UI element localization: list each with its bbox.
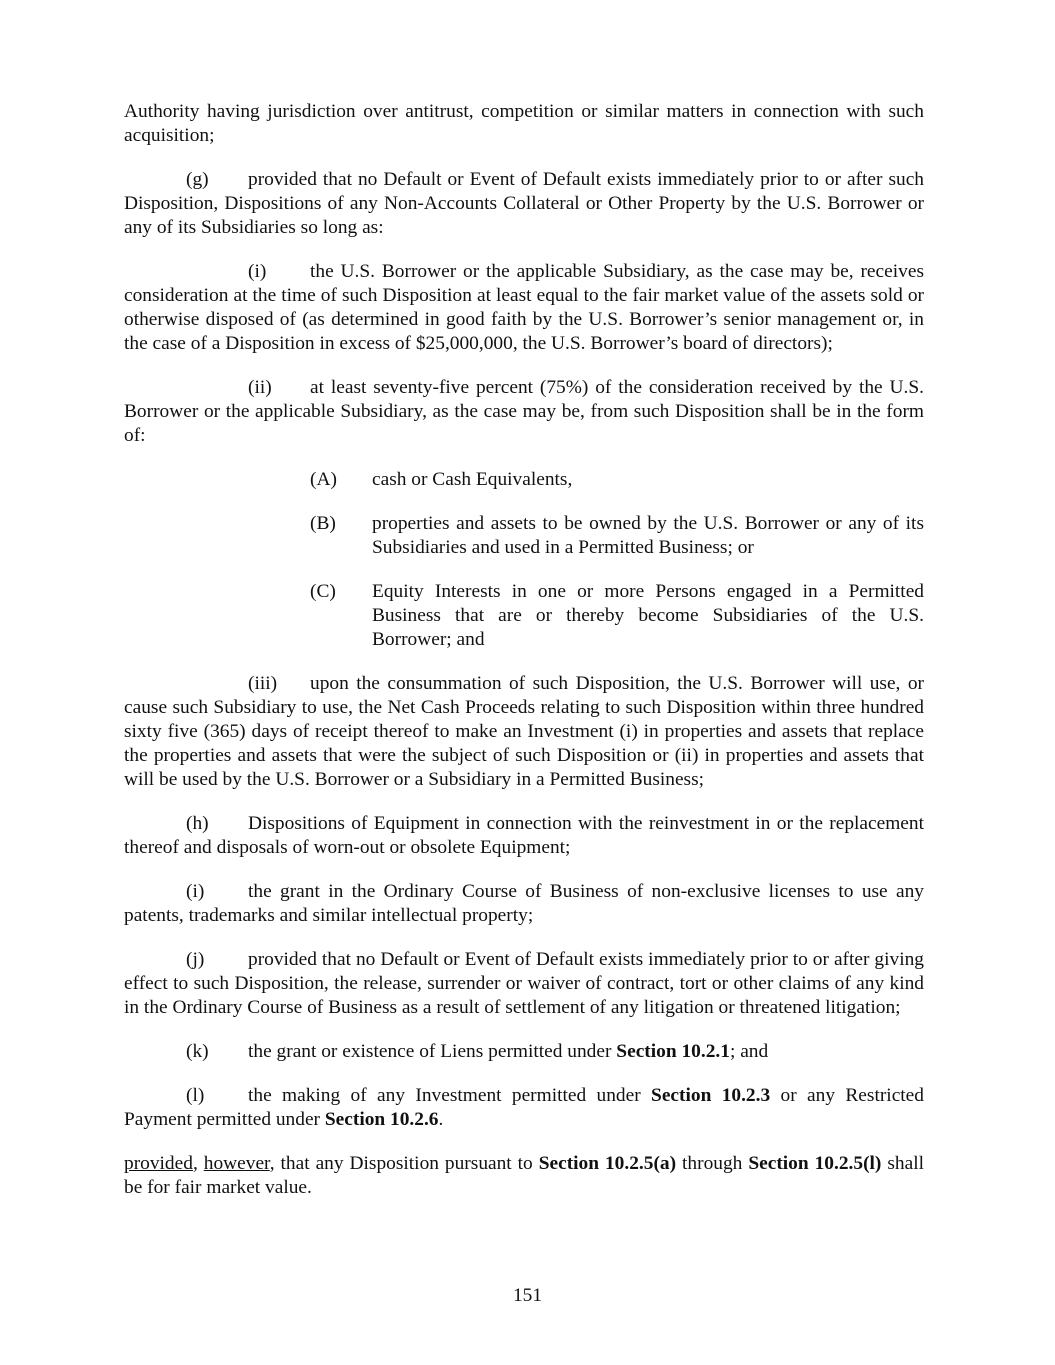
section-reference: Section 10.2.5(l) — [748, 1153, 882, 1174]
clause-l-text-1: the making of any Investment permitted under — [248, 1085, 652, 1106]
clause-l — [124, 1084, 924, 1132]
clause-g-ii-C — [124, 580, 924, 652]
clause-h — [124, 812, 924, 860]
clause-g-ii-B — [124, 512, 924, 560]
clause-i-label: (i) — [186, 881, 205, 902]
clause-g-i-text: the U.S. Borrower or the applicable Subsidiary, as the case may be, receives consideration at the time of such Disposition at least equal to the fair market value of the assets sold or otherwise disposed of (as determined in good faith by the U.S. Borrower’s senior management or, in the case of a Disposition in excess of $25,000,000, the U.S. Borrower’s board of directors); — [124, 261, 924, 354]
section-reference: Section 10.2.5(a) — [538, 1153, 677, 1174]
clause-i-text: the grant in the Ordinary Course of Business of non-exclusive licenses to use any patents, trademarks and similar intellectual property; — [124, 881, 924, 926]
clause-h-label: (h) — [186, 813, 209, 834]
clause-j — [124, 948, 924, 1020]
section-reference: Section 10.2.1 — [616, 1041, 730, 1062]
clause-g-text: provided that no Default or Event of Default exists immediately prior to or after such Disposition, Dispositions of any Non-Accounts Collateral or Other Property by the U.S. Borrower or any of its Subsidiaries so long as: — [124, 169, 924, 238]
clause-l-text-3: . — [438, 1109, 444, 1130]
clause-g-ii — [124, 376, 924, 448]
clause-g-ii-B-label: (B) — [310, 513, 336, 534]
proviso-text-1: , that any Disposition pursuant to — [269, 1153, 539, 1174]
section-reference: Section 10.2.3 — [651, 1085, 771, 1106]
clause-l-label: (l) — [186, 1085, 205, 1106]
proviso-text-2: through — [676, 1153, 749, 1174]
clause-g-label: (g) — [186, 169, 209, 190]
clause-g-ii-C-text: Equity Interests in one or more Persons engaged in a Permitted Business that are or thereby become Subsidiaries of the U.S. Borrower; and — [372, 581, 924, 650]
clause-g-ii-A-text: cash or Cash Equivalents, — [372, 469, 573, 490]
page-number: 151 — [512, 1285, 543, 1306]
clause-g-ii-B-text: properties and assets to be owned by the U.S. Borrower or any of its Subsidiaries and used in a Permitted Business; or — [372, 513, 924, 558]
clause-g-ii-C-label: (C) — [310, 581, 336, 602]
clause-l-text-2: or any Restricted Payment permitted under — [124, 1085, 924, 1130]
clause-k-text-2: ; and — [729, 1041, 769, 1062]
clause-g-iii — [124, 672, 924, 792]
document-body — [124, 100, 924, 1200]
clause-k-text-1: the grant or existence of Liens permitted under — [248, 1041, 617, 1062]
clause-i — [124, 880, 924, 928]
proviso-text-3: shall be for fair market value. — [124, 1153, 924, 1198]
proviso-paragraph — [124, 1152, 924, 1200]
clause-k-label: (k) — [186, 1041, 209, 1062]
clause-g-ii-text: at least seventy-five percent (75%) of the consideration received by the U.S. Borrower or the applicable Subsidiary, as the case may be, from such Disposition shall be in the form of: — [124, 377, 924, 446]
clause-g-ii-A — [124, 468, 924, 492]
paragraph-continuation: Authority having jurisdiction over antitrust, competition or similar matters in connection with such acquisition; — [124, 101, 924, 146]
clause-g-i — [124, 260, 924, 356]
clause-g-i-label: (i) — [248, 261, 267, 282]
proviso-underlined: however — [203, 1153, 270, 1174]
clause-j-text: provided that no Default or Event of Default exists immediately prior to or after giving effect to such Disposition, the release, surrender or waiver of contract, tort or other claims of any kind in the Ordinary Course of Business as a result of settlement of any litigation or threatened litigation; — [124, 949, 924, 1018]
clause-j-label: (j) — [186, 949, 205, 970]
clause-g — [124, 168, 924, 240]
section-reference: Section 10.2.6 — [324, 1109, 439, 1130]
proviso-separator: , — [192, 1153, 204, 1174]
proviso-underlined: provided — [124, 1153, 193, 1174]
clause-h-text: Dispositions of Equipment in connection with the reinvestment in or the replacement thereof and disposals of worn-out or obsolete Equipment; — [124, 813, 924, 858]
clause-k — [124, 1040, 924, 1064]
clause-g-iii-label: (iii) — [248, 673, 278, 694]
clause-g-iii-text: upon the consummation of such Disposition, the U.S. Borrower will use, or cause such Subsidiary to use, the Net Cash Proceeds relating to such Disposition within three hundred sixty five (365) days of receipt thereof to make an Investment (i) in properties and assets that replace the properties and assets that were the subject of such Disposition or (ii) in properties and assets that will be used by the U.S. Borrower or a Subsidiary in a Permitted Business; — [124, 673, 924, 790]
clause-g-ii-label: (ii) — [248, 377, 272, 398]
clause-g-ii-A-label: (A) — [310, 469, 337, 490]
